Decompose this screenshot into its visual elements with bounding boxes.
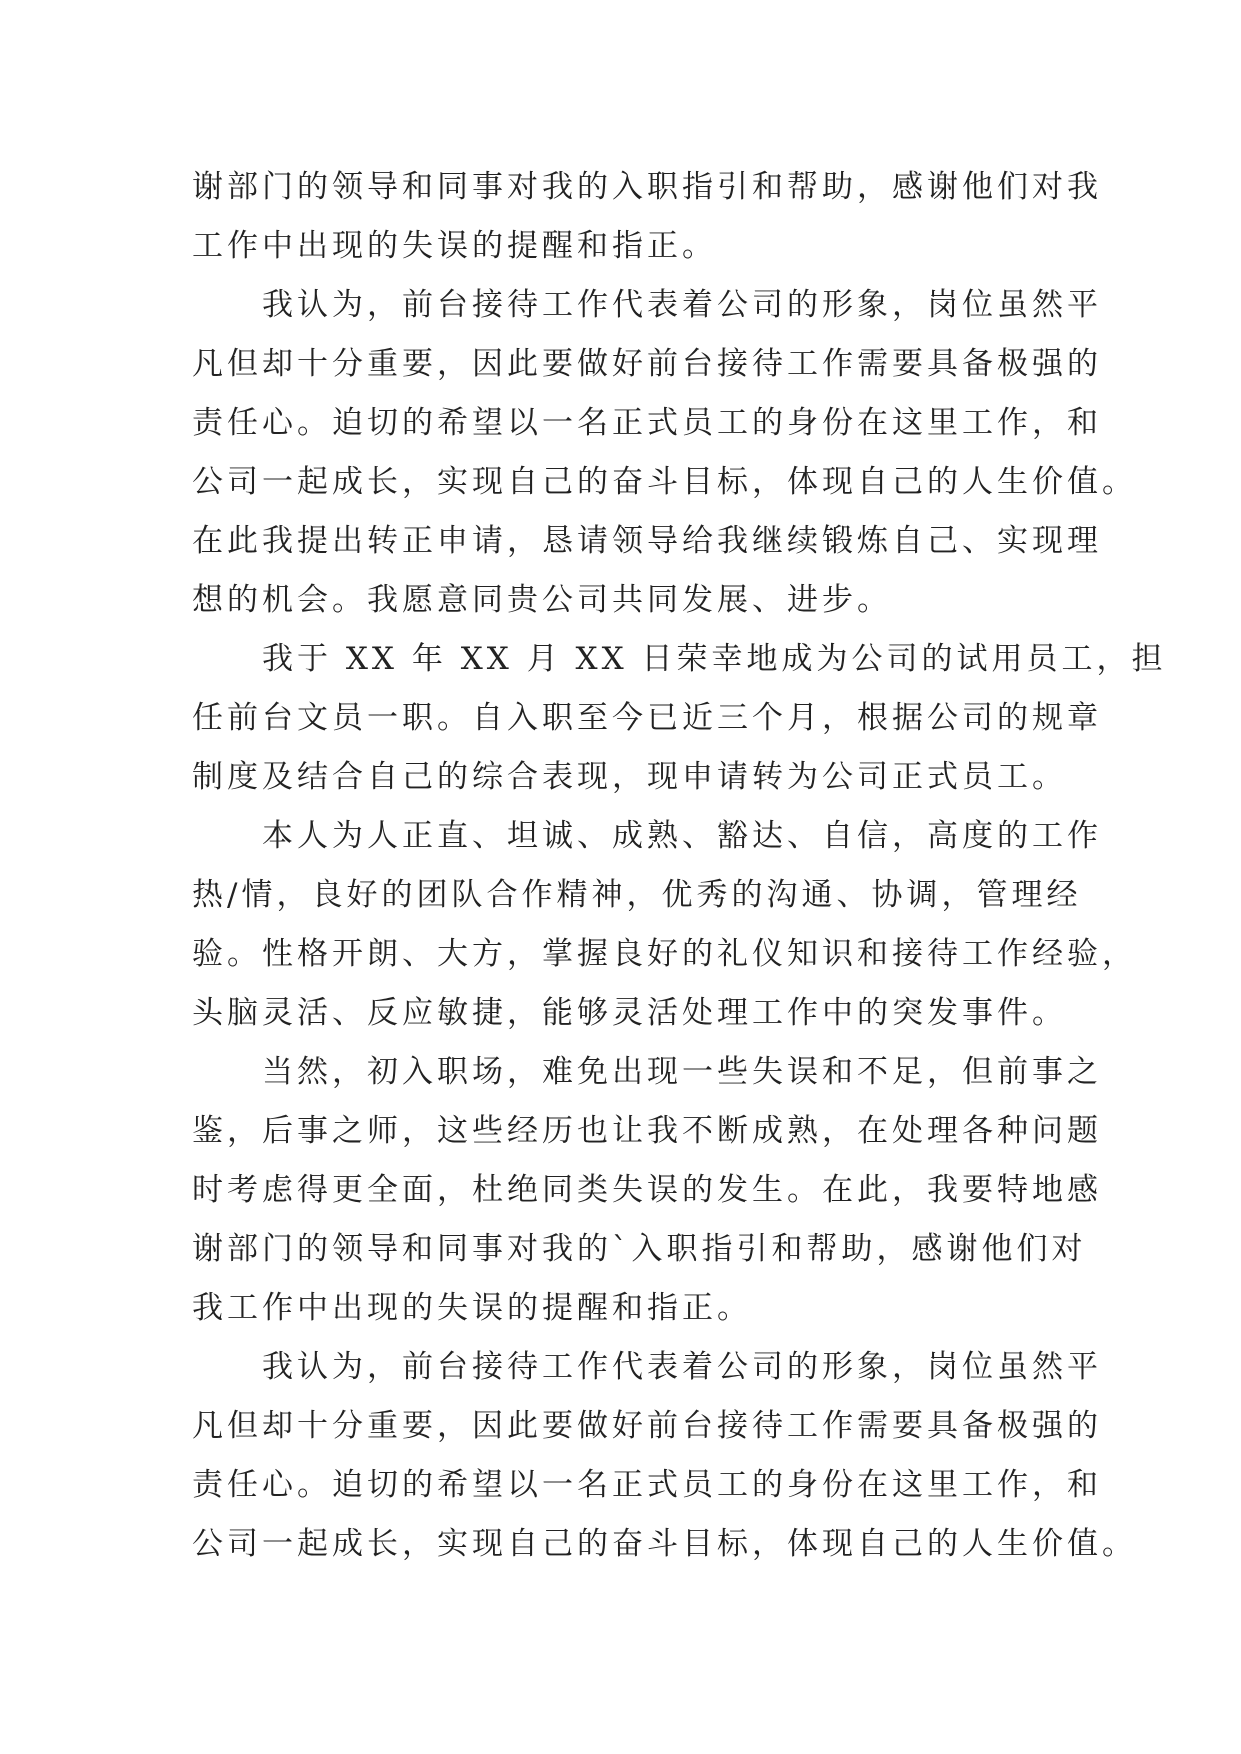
text-line: 时考虑得更全面，杜绝同类失误的发生。在此，我要特地感 xyxy=(192,1172,1102,1208)
text-line: 验。性格开朗、大方，掌握良好的礼仪知识和接待工作经验， xyxy=(192,936,1137,972)
text-line: 任前台文员一职。自入职至今已近三个月，根据公司的规章 xyxy=(192,700,1102,736)
text-line: 责任心。迫切的希望以一名正式员工的身份在这里工作，和 xyxy=(192,405,1102,441)
text-line: 在此我提出转正申请，恳请领导给我继续锻炼自己、实现理 xyxy=(192,523,1102,559)
text-line: 本人为人正直、坦诚、成熟、豁达、自信，高度的工作 xyxy=(192,818,1102,854)
text-line: 想的机会。我愿意同贵公司共同发展、进步。 xyxy=(192,582,892,618)
text-line: 我认为，前台接待工作代表着公司的形象，岗位虽然平 xyxy=(192,1349,1102,1385)
text-line: 头脑灵活、反应敏捷，能够灵活处理工作中的突发事件。 xyxy=(192,995,1067,1031)
text-line: 热/情，良好的团队合作精神，优秀的沟通、协调，管理经 xyxy=(192,877,1082,913)
text-line: 凡但却十分重要，因此要做好前台接待工作需要具备极强的 xyxy=(192,1408,1102,1444)
text-line: 凡但却十分重要，因此要做好前台接待工作需要具备极强的 xyxy=(192,346,1102,382)
text-line: 工作中出现的失误的提醒和指正。 xyxy=(192,228,717,264)
text-line: 我工作中出现的失误的提醒和指正。 xyxy=(192,1290,752,1326)
text-line: 谢部门的领导和同事对我的入职指引和帮助，感谢他们对我 xyxy=(192,169,1102,205)
text-line: 责任心。迫切的希望以一名正式员工的身份在这里工作，和 xyxy=(192,1467,1102,1503)
text-line: 制度及结合自己的综合表现，现申请转为公司正式员工。 xyxy=(192,759,1067,795)
text-line: 我于 XX 年 XX 月 XX 日荣幸地成为公司的试用员工，担 xyxy=(192,641,1167,677)
text-line: 当然，初入职场，难免出现一些失误和不足，但前事之 xyxy=(192,1054,1102,1090)
document-body xyxy=(192,158,1167,1574)
text-line: 谢部门的领导和同事对我的`入职指引和帮助，感谢他们对 xyxy=(192,1231,1087,1267)
text-line: 公司一起成长，实现自己的奋斗目标，体现自己的人生价值。 xyxy=(192,1526,1137,1562)
text-line: 我认为，前台接待工作代表着公司的形象，岗位虽然平 xyxy=(192,287,1102,323)
text-line: 公司一起成长，实现自己的奋斗目标，体现自己的人生价值。 xyxy=(192,464,1137,500)
text-line: 鉴，后事之师，这些经历也让我不断成熟，在处理各种问题 xyxy=(192,1113,1102,1149)
